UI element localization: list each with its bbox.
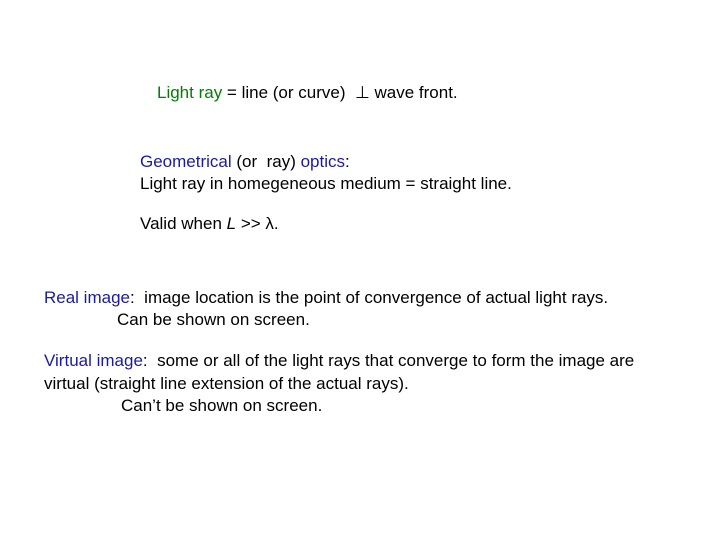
lambda-symbol: λ xyxy=(265,214,274,233)
optics-term: optics xyxy=(300,152,346,171)
homogeneous-medium-line: Light ray in homegeneous medium = straight line. xyxy=(140,174,512,193)
light-ray-term: Light ray xyxy=(157,83,223,102)
virtual-image-note: Can’t be shown on screen. xyxy=(121,396,323,415)
valid-prefix: Valid when xyxy=(140,214,227,233)
virtual-image-continuation: virtual (straight line extension of the actual rays). xyxy=(44,374,409,393)
real-image-text: : image location is the point of convergence of actual light rays. xyxy=(130,288,609,307)
perpendicular-symbol: ⊥ xyxy=(354,83,370,102)
length-symbol: L xyxy=(226,214,237,233)
real-image-note: Can be shown on screen. xyxy=(117,310,310,329)
light-ray-definition xyxy=(157,83,458,103)
light-ray-end-text: wave front. xyxy=(369,83,458,102)
much-greater-symbol: >> xyxy=(236,214,266,233)
geometrical-colon: : xyxy=(345,152,350,171)
virtual-image-definition xyxy=(44,351,634,371)
light-ray-middle-text: = line (or curve) xyxy=(222,83,355,102)
geometrical-middle-text: (or ray) xyxy=(231,152,301,171)
real-image-term: Real image xyxy=(44,288,130,307)
geometrical-optics-heading xyxy=(140,152,350,172)
real-image-definition xyxy=(44,288,608,308)
geometrical-term: Geometrical xyxy=(140,152,232,171)
validity-condition xyxy=(140,214,279,234)
virtual-image-term: Virtual image xyxy=(44,351,143,370)
validity-period: . xyxy=(273,214,279,233)
virtual-image-text: : some or all of the light rays that converge to form the image are xyxy=(142,351,635,370)
